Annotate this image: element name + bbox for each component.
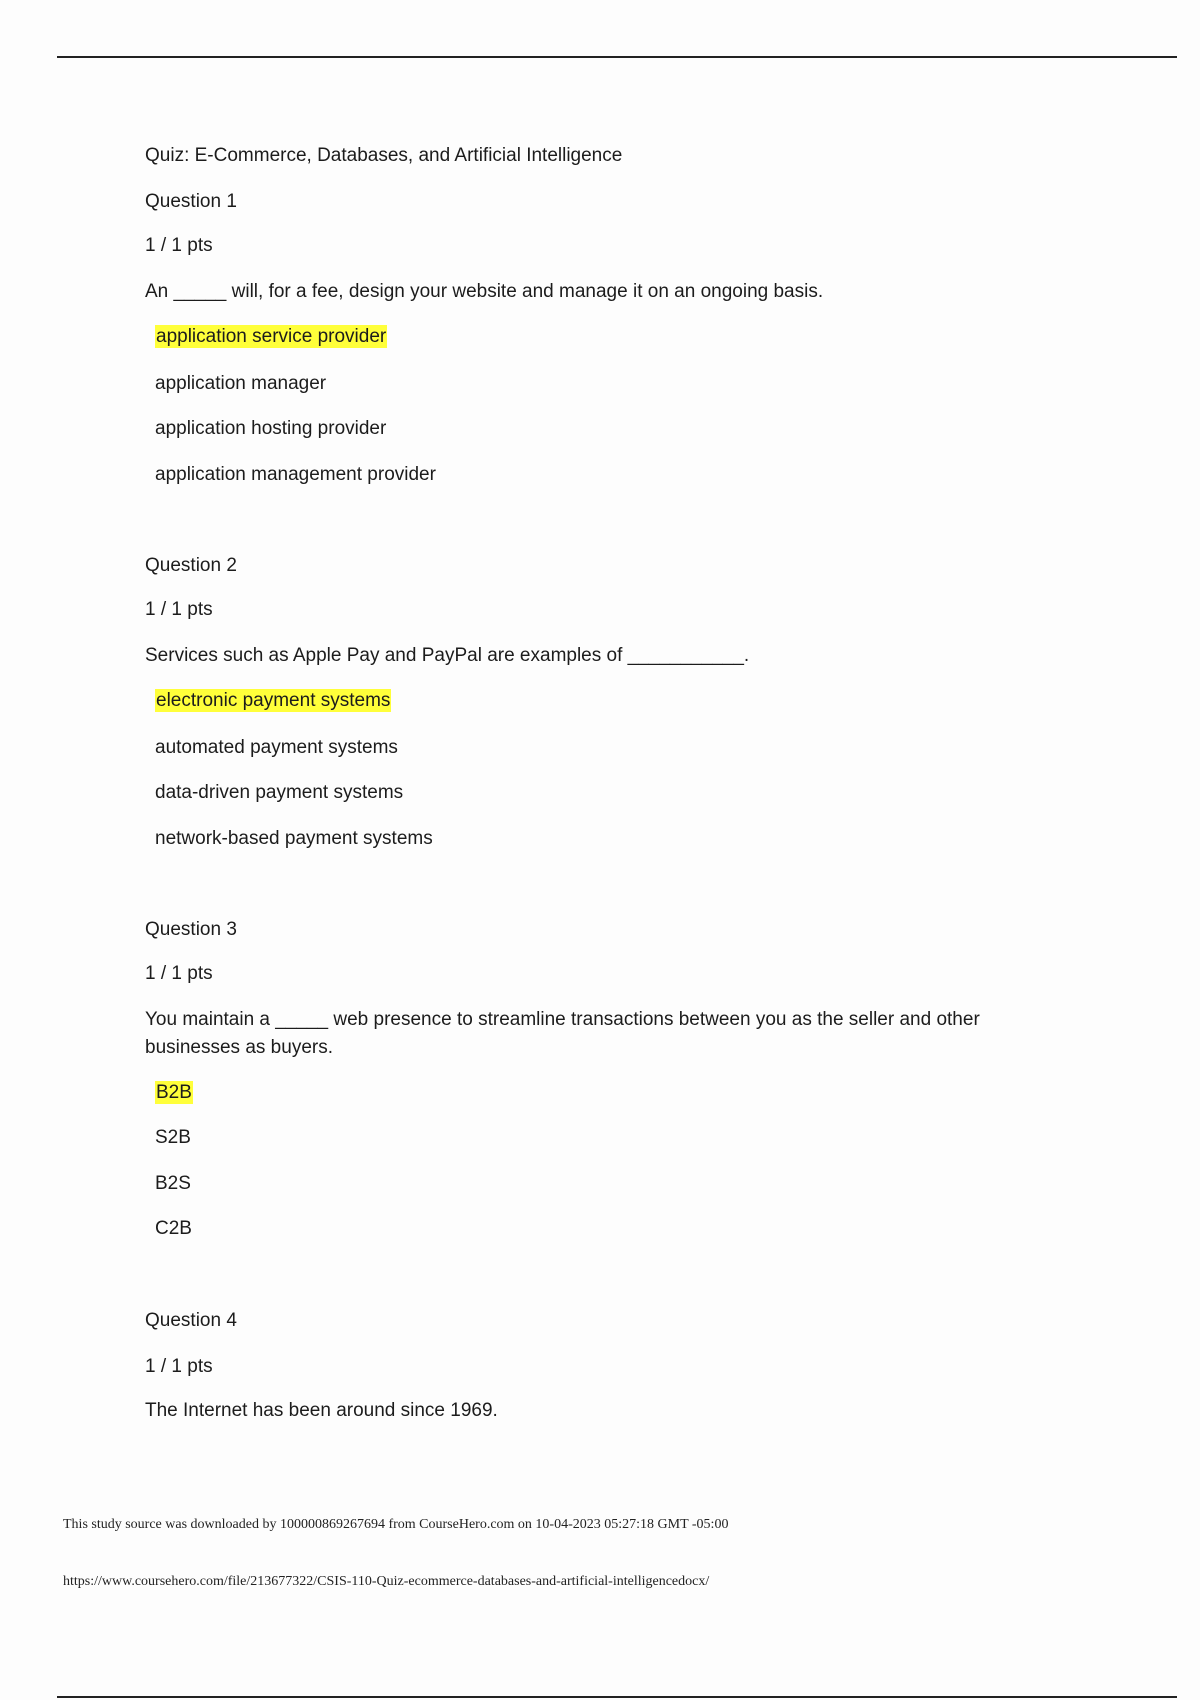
question-heading: Question 3: [145, 919, 237, 940]
answer-option: data-driven payment systems: [155, 782, 404, 803]
answer-option: application manager: [155, 373, 327, 394]
question-points: 1 / 1 pts: [145, 235, 213, 256]
question-heading: Question 1: [145, 191, 237, 212]
quiz-title: Quiz: E-Commerce, Databases, and Artificial Intelligence: [145, 145, 623, 166]
answer-option: application hosting provider: [155, 418, 387, 439]
answer-option-highlighted: B2B: [156, 1082, 192, 1103]
top-rule: [57, 56, 1177, 58]
question-points: 1 / 1 pts: [145, 1356, 213, 1377]
question-points: 1 / 1 pts: [145, 599, 213, 620]
bottom-rule: [57, 1696, 1177, 1698]
question-prompt: You maintain a _____ web presence to streamline transactions between you as the seller and other businesses as buyers.: [145, 1009, 980, 1058]
question-prompt: The Internet has been around since 1969.: [145, 1400, 498, 1421]
source-url: https://www.coursehero.com/file/213677322/CSIS-110-Quiz-ecommerce-databases-and-artificial-intelligencedocx/: [63, 1574, 710, 1589]
answer-option: automated payment systems: [155, 737, 398, 758]
question-heading: Question 4: [145, 1310, 237, 1331]
question-points: 1 / 1 pts: [145, 963, 213, 984]
question-prompt: Services such as Apple Pay and PayPal are examples of ___________.: [145, 645, 750, 666]
answer-option-highlighted: electronic payment systems: [156, 690, 391, 711]
answer-option-highlighted: application service provider: [156, 326, 387, 347]
question-heading: Question 2: [145, 555, 237, 576]
download-notice: This study source was downloaded by 100000869267694 from CourseHero.com on 10-04-2023 05:27:18 GMT -05:00: [63, 1517, 729, 1532]
answer-option: C2B: [155, 1218, 192, 1239]
answer-option: application management provider: [155, 464, 436, 485]
answer-option: B2S: [155, 1173, 191, 1194]
answer-option: network-based payment systems: [155, 828, 433, 849]
question-prompt: An _____ will, for a fee, design your website and manage it on an ongoing basis.: [145, 281, 824, 302]
answer-option: S2B: [155, 1127, 191, 1148]
